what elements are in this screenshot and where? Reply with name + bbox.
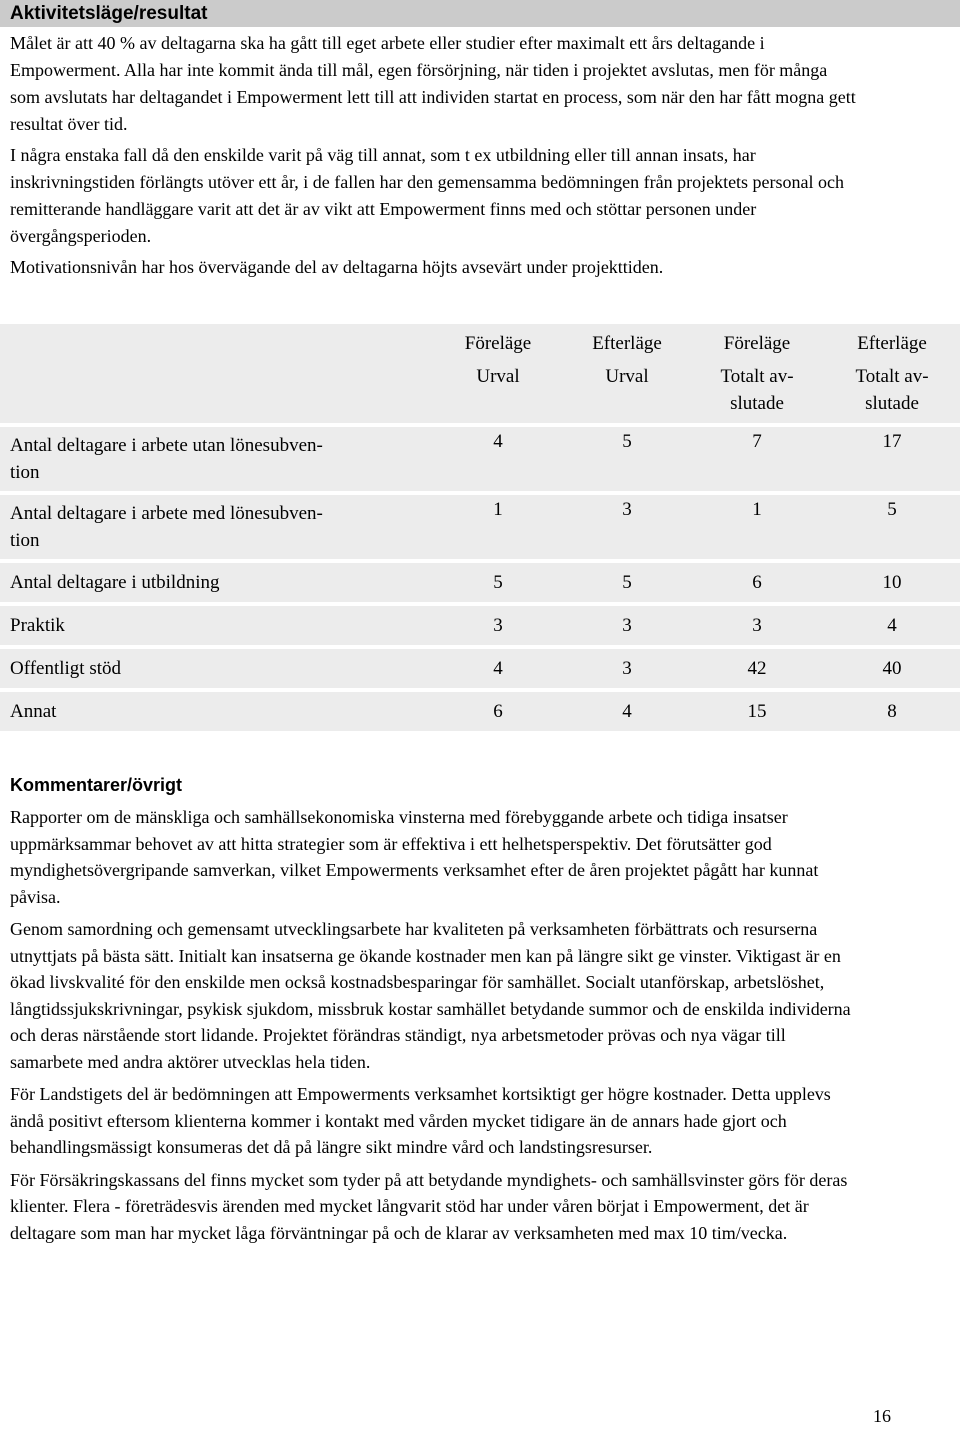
page-number: 16 <box>873 1406 891 1426</box>
table-cell: 7 <box>690 427 824 491</box>
table-header-cell <box>824 324 960 423</box>
header-line: Totalt av- <box>720 366 794 387</box>
header-line: Efterläge <box>592 333 662 354</box>
paragraph: Rapporter om de mänskliga och samhällsekonomiska vinsterna med förebyggande arbete och tidiga insatser uppmärksammar behovet av att hitta strategier som är effektiva i ett helhetsperspektiv. Det förutsätter god myndighetsövergripande samverkan, vilket Empowerments verksamhet efter de åren projektet pågått har kunnat påvisa. <box>10 807 819 907</box>
paragraph: Målet är att 40 % av deltagarna ska ha gått till eget arbete eller studier efter maximalt ett års deltagande i Empowerment. Alla har inte kommit ända till mål, egen försörjning, när tiden i projektet avslutas, men för många som avslutats har deltagandet i Empowerment lett till att individen startat en process, som när den har fått mogna gett resultat över tid. <box>10 33 856 134</box>
row-label: Offentligt stöd <box>0 649 432 688</box>
table-row <box>0 649 960 688</box>
table-row <box>0 606 960 645</box>
table-cell: 3 <box>564 649 690 688</box>
row-label-line: Antal deltagare i arbete med lönesubven- <box>10 503 323 524</box>
paragraph: För Försäkringskassans del finns mycket som tyder på att betydande myndighets- och samhällsvinster görs för deras klienter. Flera - företrädesvis ärenden med mycket långvarit stöd har under våren börjat i Empowerment, det är deltagare som man har mycket låga förväntningar på och de klarar av verksamheten med max 10 tim/vecka. <box>10 1169 848 1243</box>
header-line: slutade <box>865 393 919 414</box>
table-header-empty <box>0 324 432 423</box>
table-row <box>0 563 960 602</box>
header-line: Efterläge <box>857 333 927 354</box>
table-cell: 17 <box>824 427 960 491</box>
header-line: Totalt av- <box>855 366 929 387</box>
table-row <box>0 427 960 491</box>
table-cell: 4 <box>432 427 564 491</box>
header-line: Föreläge <box>723 333 791 354</box>
row-label <box>0 427 432 491</box>
row-label-line: Antal deltagare i arbete utan lönesubven- <box>10 435 323 456</box>
paragraph: Motivationsnivån har hos övervägande del av deltagarna höjts avsevärt under projekttiden. <box>10 257 664 277</box>
table-cell: 40 <box>824 649 960 688</box>
table-cell: 15 <box>690 692 824 731</box>
table-header-cell <box>432 324 564 423</box>
table-cell: 10 <box>824 563 960 602</box>
row-label: Annat <box>0 692 432 731</box>
row-label: Praktik <box>0 606 432 645</box>
section-heading-aktivitetslage: Aktivitetsläge/resultat <box>10 3 208 24</box>
table-cell: 3 <box>690 606 824 645</box>
table-cell: 5 <box>432 563 564 602</box>
table-cell: 6 <box>432 692 564 731</box>
results-table <box>0 320 960 735</box>
table-header-row <box>0 324 960 423</box>
table-cell: 4 <box>564 692 690 731</box>
table-cell: 3 <box>564 495 690 559</box>
table-cell: 8 <box>824 692 960 731</box>
paragraph: I några enstaka fall då den enskilde varit på väg till annat, som t ex utbildning eller till annan insats, har inskrivningstiden förlängts utöver ett år, i de fallen har den gemensamma bedömningen från projektets personal och remitterande handläggare varit att det är av vikt att Empowerment finns med och stöttar personen under övergångsperioden. <box>10 145 845 246</box>
table-row <box>0 495 960 559</box>
table-cell: 5 <box>564 427 690 491</box>
section-aktivitetslage-body <box>10 30 860 285</box>
table-cell: 42 <box>690 649 824 688</box>
table-cell: 1 <box>690 495 824 559</box>
paragraph: För Landstigets del är bedömningen att Empowerments verksamhet kortsiktigt ger högre kostnader. Detta upplevs ändå positivt eftersom klienterna kommer i kontakt med vården mycket tidigare än de annars hade gjort och behandlingsmässigt konsumeras det då på längre sikt mindre vård och landstingsresurser. <box>10 1084 831 1157</box>
paragraph: Genom samordning och gemensamt utvecklingsarbete har kvaliteten på verksamheten förbättrats och resurserna utnyttjats på bästa sätt. Initialt kan insatserna ge ökande kostnader men kan på längre sikt ge vinster. Viktigast är en ökad livskvalité för den enskilde men också kostnadsbesparingar för samhället. Socialt utanförskap, arbetslöshet, långtidssjukskrivningar, psykisk sjukdom, missbruk kostar samhället betydande summor och de enskilda individerna och deras närstående stort lidande. Projektet förändras ständigt, nya arbetsmetoder prövas och nya vägar till samarbete med andra aktörer utvecklas hela tiden. <box>10 919 851 1072</box>
header-line: Urval <box>605 366 649 387</box>
row-label <box>0 495 432 559</box>
header-line: slutade <box>730 393 784 414</box>
row-label-line: tion <box>10 530 40 551</box>
section-heading-kommentarer: Kommentarer/övrigt <box>10 775 183 795</box>
table-cell: 5 <box>564 563 690 602</box>
row-label: Antal deltagare i utbildning <box>0 563 432 602</box>
table-cell: 3 <box>432 606 564 645</box>
table-cell: 4 <box>824 606 960 645</box>
table-cell: 4 <box>432 649 564 688</box>
row-label-line: tion <box>10 462 40 483</box>
header-line: Föreläge <box>464 333 532 354</box>
table-row <box>0 692 960 731</box>
table-cell: 3 <box>564 606 690 645</box>
header-line: Urval <box>476 366 520 387</box>
section-heading-bar <box>0 0 960 27</box>
section-kommentarer-body <box>10 804 860 1252</box>
table-header-cell <box>564 324 690 423</box>
table-cell: 5 <box>824 495 960 559</box>
table-cell: 1 <box>432 495 564 559</box>
table-cell: 6 <box>690 563 824 602</box>
table-header-cell <box>690 324 824 423</box>
